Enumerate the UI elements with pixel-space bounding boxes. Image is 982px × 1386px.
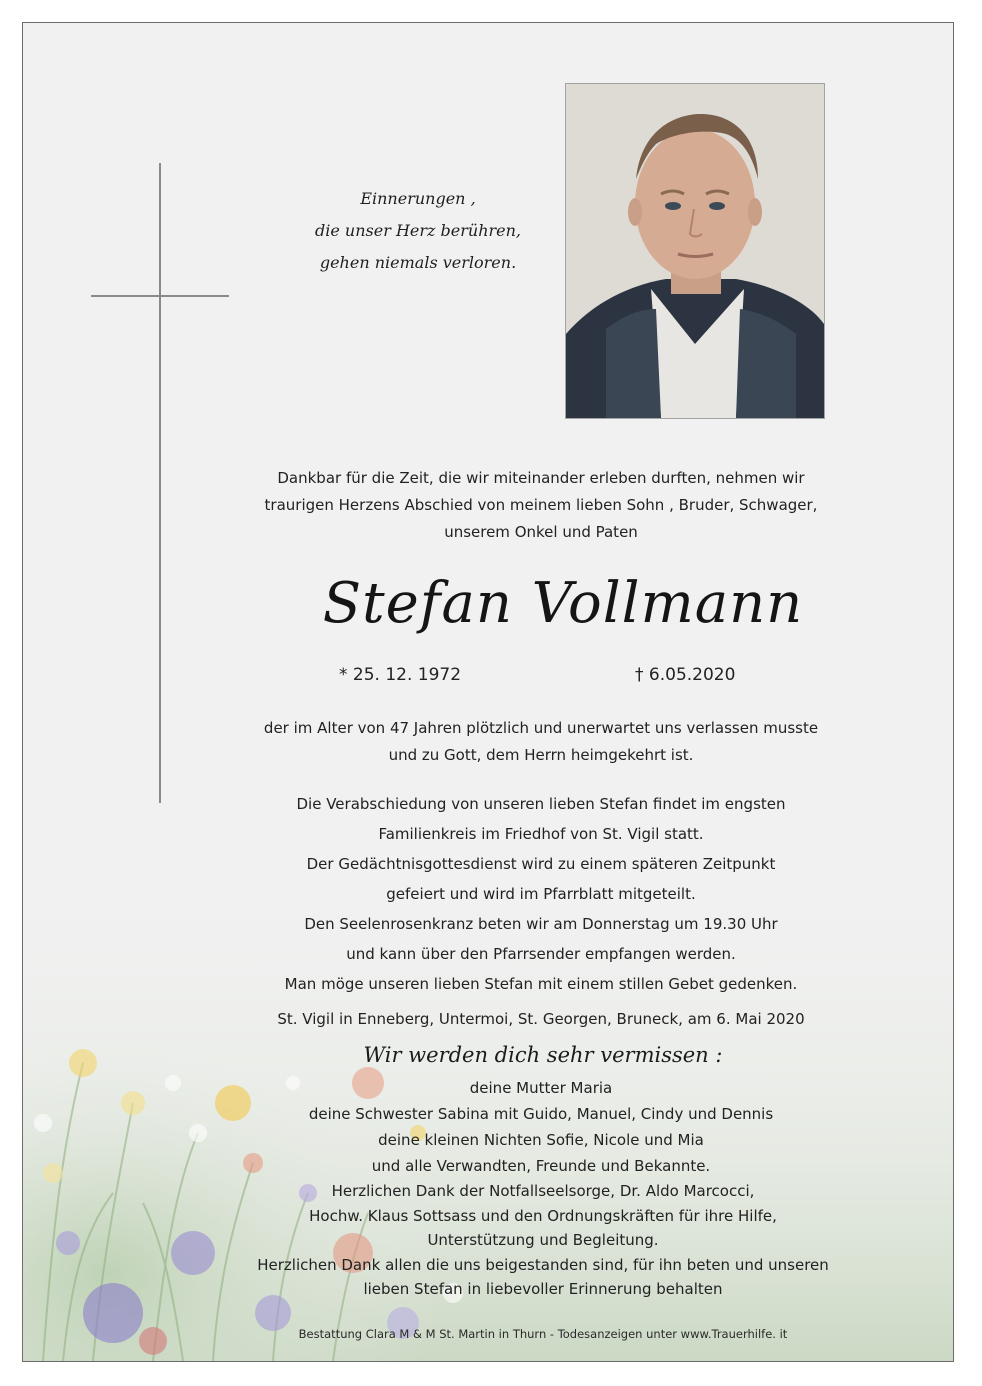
funeral-line: Die Verabschiedung von unseren lieben Stefan findet im engsten	[296, 795, 786, 813]
age-line: der im Alter von 47 Jahren plötzlich und unerwartet uns verlassen musste	[263, 719, 819, 737]
intro-line: unserem Onkel und Paten	[444, 523, 638, 541]
obituary-card	[22, 22, 954, 1362]
quote-line: Einnerungen ,	[360, 189, 476, 208]
funeral-home-footer: Bestattung Clara M & M St. Martin in Thurn - Todesanzeigen unter www.Trauerhilfe. it	[298, 1327, 788, 1341]
deceased-name: Stefan Vollmann	[322, 571, 804, 636]
cross-vertical-beam	[159, 163, 161, 803]
thanks-line: Herzlichen Dank allen die uns beigestanden sind, für ihn beten und unseren	[257, 1255, 829, 1274]
mourners-list	[231, 1075, 851, 1179]
portrait-photo	[565, 83, 825, 419]
funeral-line: und kann über den Pfarrsender empfangen werden.	[346, 945, 736, 963]
funeral-line: Familienkreis im Friedhof von St. Vigil statt.	[378, 825, 704, 843]
thanks-line: Hochw. Klaus Sottsass und den Ordnungskräften für ihre Hilfe,	[309, 1206, 777, 1225]
thanks-line: Unterstützung und Begleitung.	[427, 1231, 659, 1249]
memorial-quote	[273, 183, 563, 279]
death-date: † 6.05.2020	[635, 665, 736, 685]
place-and-date: St. Vigil in Enneberg, Untermoi, St. Georgen, Bruneck, am 6. Mai 2020	[277, 1010, 805, 1028]
thanks-paragraph	[173, 1179, 913, 1302]
funeral-line: Man möge unseren lieben Stefan mit einem stillen Gebet gedenken.	[284, 975, 798, 993]
cross-horizontal-beam	[91, 295, 229, 297]
age-paragraph	[231, 715, 851, 769]
quote-line: die unser Herz berühren,	[315, 221, 521, 240]
mourner-line: deine Schwester Sabina mit Guido, Manuel, Cindy und Dennis	[308, 1105, 774, 1123]
mourner-line: und alle Verwandten, Freunde und Bekannte.	[371, 1157, 711, 1175]
mourners-heading: Wir werden dich sehr vermissen :	[363, 1043, 723, 1067]
intro-line: Dankbar für die Zeit, die wir miteinander erleben durften, nehmen wir	[277, 469, 805, 487]
funeral-line: Den Seelenrosenkranz beten wir am Donnerstag um 19.30 Uhr	[304, 915, 778, 933]
funeral-line: Der Gedächtnisgottesdienst wird zu einem späteren Zeitpunkt	[306, 855, 776, 873]
mourner-line: deine Mutter Maria	[469, 1079, 613, 1097]
funeral-paragraph	[231, 789, 851, 999]
mourner-line: deine kleinen Nichten Sofie, Nicole und Mia	[378, 1131, 704, 1149]
birth-date: * 25. 12. 1972	[339, 665, 462, 685]
quote-line: gehen niemals verloren.	[319, 253, 517, 272]
thanks-line: Herzlichen Dank der Notfallseelsorge, Dr. Aldo Marcocci,	[331, 1182, 755, 1200]
intro-paragraph	[231, 465, 851, 546]
funeral-line: gefeiert und wird im Pfarrblatt mitgeteilt.	[386, 885, 696, 903]
thanks-line: lieben Stefan in liebevoller Erinnerung behalten	[363, 1280, 723, 1298]
age-line: und zu Gott, dem Herrn heimgekehrt ist.	[388, 746, 694, 764]
intro-line: traurigen Herzens Abschied von meinem lieben Sohn , Bruder, Schwager,	[264, 496, 818, 514]
